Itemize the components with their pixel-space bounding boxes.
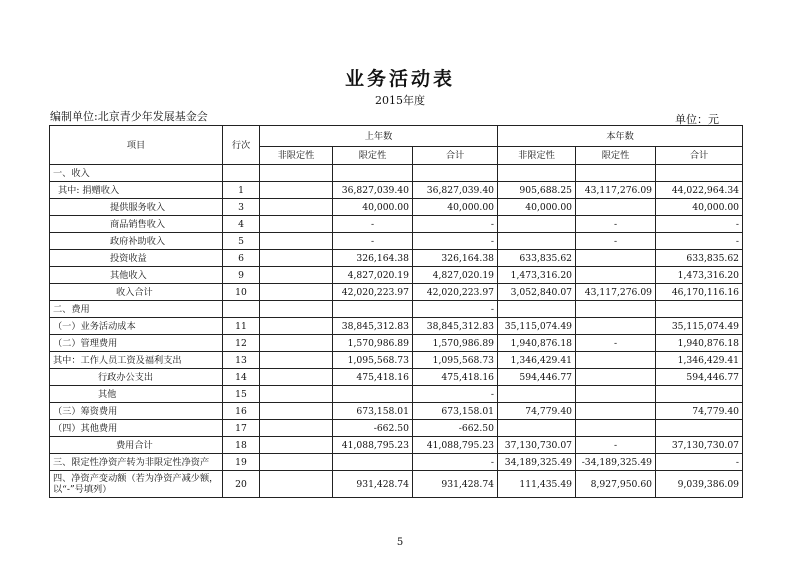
curr-unrestricted-cell xyxy=(498,216,576,233)
row-number: 13 xyxy=(223,352,260,369)
curr-unrestricted-cell: 74,779.40 xyxy=(498,403,576,420)
table-row xyxy=(50,182,743,199)
curr-unrestricted-cell: 594,446.77 xyxy=(498,369,576,386)
curr-unrestricted-cell: 34,189,325.49 xyxy=(498,454,576,471)
curr-total-cell: - xyxy=(656,233,743,250)
prev-total-cell: - xyxy=(413,233,498,250)
prev-restricted-cell: 673,158.01 xyxy=(333,403,413,420)
table-row xyxy=(50,199,743,216)
row-label: 其中：工作人员工资及福利支出 xyxy=(50,352,223,369)
prev-restricted-cell: 326,164.38 xyxy=(333,250,413,267)
curr-restricted-cell xyxy=(576,386,656,403)
curr-restricted-cell: 8,927,950.60 xyxy=(576,471,656,498)
col-header-prev-unrestricted: 非限定性 xyxy=(260,147,333,165)
table-row xyxy=(50,386,743,403)
curr-restricted-cell: - xyxy=(576,233,656,250)
curr-total-cell: - xyxy=(656,216,743,233)
curr-total-cell: 40,000.00 xyxy=(656,199,743,216)
row-number: 20 xyxy=(223,471,260,498)
prev-total-cell: 475,418.16 xyxy=(413,369,498,386)
curr-restricted-cell xyxy=(576,352,656,369)
prev-restricted-cell: 40,000.00 xyxy=(333,199,413,216)
curr-restricted-cell xyxy=(576,199,656,216)
currency-unit: 单位：元 xyxy=(675,113,719,126)
curr-restricted-cell xyxy=(576,420,656,437)
prev-restricted-cell: 931,428.74 xyxy=(333,471,413,498)
row-number: 1 xyxy=(223,182,260,199)
col-header-prev-restricted: 限定性 xyxy=(333,147,413,165)
curr-total-cell: 74,779.40 xyxy=(656,403,743,420)
table-row xyxy=(50,403,743,420)
col-header-curr-restricted: 限定性 xyxy=(576,147,656,165)
row-number: 19 xyxy=(223,454,260,471)
table-row xyxy=(50,165,743,182)
curr-unrestricted-cell: 40,000.00 xyxy=(498,199,576,216)
curr-total-cell xyxy=(656,420,743,437)
row-label: 政府补助收入 xyxy=(50,233,223,250)
col-header-item: 项目 xyxy=(50,126,223,165)
prev-restricted-cell xyxy=(333,165,413,182)
prev-total-cell xyxy=(413,165,498,182)
prev-restricted-cell: 41,088,795.23 xyxy=(333,437,413,454)
curr-unrestricted-cell: 633,835.62 xyxy=(498,250,576,267)
prev-unrestricted-cell xyxy=(260,182,333,199)
curr-restricted-cell: - xyxy=(576,437,656,454)
prev-total-cell: 1,095,568.73 xyxy=(413,352,498,369)
curr-total-cell: 37,130,730.07 xyxy=(656,437,743,454)
activity-statement-table xyxy=(49,125,743,498)
prev-unrestricted-cell xyxy=(260,216,333,233)
curr-unrestricted-cell xyxy=(498,386,576,403)
report-title: 业务活动表 xyxy=(344,68,455,90)
curr-total-cell: 1,940,876.18 xyxy=(656,335,743,352)
prev-restricted-cell: - xyxy=(333,233,413,250)
curr-unrestricted-cell: 1,940,876.18 xyxy=(498,335,576,352)
table-row xyxy=(50,437,743,454)
prev-total-cell: 326,164.38 xyxy=(413,250,498,267)
row-label: 商品销售收入 xyxy=(50,216,223,233)
page-number: 5 xyxy=(396,537,404,548)
prev-restricted-cell: 36,827,039.40 xyxy=(333,182,413,199)
header-row-1 xyxy=(50,126,743,147)
row-label: 三、限定性净资产转为非限定性净资产 xyxy=(50,454,223,471)
curr-unrestricted-cell: 1,346,429.41 xyxy=(498,352,576,369)
row-label: 其他 xyxy=(50,386,223,403)
curr-total-cell: 633,835.62 xyxy=(656,250,743,267)
curr-restricted-cell xyxy=(576,318,656,335)
prev-unrestricted-cell xyxy=(260,386,333,403)
prev-unrestricted-cell xyxy=(260,420,333,437)
prev-unrestricted-cell xyxy=(260,318,333,335)
prev-total-cell: - xyxy=(413,386,498,403)
row-number xyxy=(223,301,260,318)
row-number: 3 xyxy=(223,199,260,216)
prev-unrestricted-cell xyxy=(260,403,333,420)
curr-unrestricted-cell xyxy=(498,301,576,318)
prev-total-cell: 36,827,039.40 xyxy=(413,182,498,199)
curr-total-cell: - xyxy=(656,454,743,471)
row-number: 15 xyxy=(223,386,260,403)
row-number: 9 xyxy=(223,267,260,284)
row-number: 14 xyxy=(223,369,260,386)
table-row xyxy=(50,454,743,471)
prev-unrestricted-cell xyxy=(260,199,333,216)
row-number: 10 xyxy=(223,284,260,301)
table-row xyxy=(50,267,743,284)
prev-total-cell: 41,088,795.23 xyxy=(413,437,498,454)
curr-restricted-cell xyxy=(576,165,656,182)
prev-total-cell: - xyxy=(413,454,498,471)
curr-restricted-cell: 43,117,276.09 xyxy=(576,182,656,199)
prev-total-cell: - xyxy=(413,216,498,233)
table-row xyxy=(50,233,743,250)
row-number: 18 xyxy=(223,437,260,454)
prev-restricted-cell: 1,570,986.89 xyxy=(333,335,413,352)
reporting-entity: 编制单位:北京青少年发展基金会 xyxy=(50,110,208,123)
row-label: （二）管理费用 xyxy=(50,335,223,352)
prev-total-cell: 931,428.74 xyxy=(413,471,498,498)
report-year: 2015年度 xyxy=(375,94,425,107)
row-label: 行政办公支出 xyxy=(50,369,223,386)
prev-restricted-cell: 4,827,020.19 xyxy=(333,267,413,284)
prev-total-cell: 40,000.00 xyxy=(413,199,498,216)
prev-unrestricted-cell xyxy=(260,233,333,250)
curr-restricted-cell xyxy=(576,250,656,267)
table-row xyxy=(50,284,743,301)
table-row xyxy=(50,318,743,335)
row-number: 12 xyxy=(223,335,260,352)
prev-total-cell: -662.50 xyxy=(413,420,498,437)
prev-total-cell: 673,158.01 xyxy=(413,403,498,420)
curr-restricted-cell: - xyxy=(576,335,656,352)
curr-unrestricted-cell: 37,130,730.07 xyxy=(498,437,576,454)
curr-restricted-cell xyxy=(576,301,656,318)
curr-unrestricted-cell xyxy=(498,165,576,182)
row-number: 11 xyxy=(223,318,260,335)
prev-restricted-cell: -662.50 xyxy=(333,420,413,437)
prev-restricted-cell: 475,418.16 xyxy=(333,369,413,386)
row-label: 其他收入 xyxy=(50,267,223,284)
row-label: 收入合计 xyxy=(50,284,223,301)
col-header-row-no: 行次 xyxy=(223,126,260,165)
prev-unrestricted-cell xyxy=(260,454,333,471)
prev-unrestricted-cell xyxy=(260,369,333,386)
col-header-curr-total: 合计 xyxy=(656,147,743,165)
prev-unrestricted-cell xyxy=(260,352,333,369)
col-header-curr-year: 本年数 xyxy=(498,126,743,147)
curr-total-cell: 594,446.77 xyxy=(656,369,743,386)
table-row xyxy=(50,301,743,318)
curr-restricted-cell: -34,189,325.49 xyxy=(576,454,656,471)
row-label: （一）业务活动成本 xyxy=(50,318,223,335)
row-number: 5 xyxy=(223,233,260,250)
row-label: 四、净资产变动额（若为净资产减少额，以“-”号填列） xyxy=(50,471,223,498)
curr-unrestricted-cell xyxy=(498,233,576,250)
prev-unrestricted-cell xyxy=(260,335,333,352)
curr-total-cell: 1,473,316.20 xyxy=(656,267,743,284)
curr-unrestricted-cell xyxy=(498,420,576,437)
curr-total-cell: 46,170,116.16 xyxy=(656,284,743,301)
prev-restricted-cell xyxy=(333,454,413,471)
row-label: 提供服务收入 xyxy=(50,199,223,216)
prev-restricted-cell: 1,095,568.73 xyxy=(333,352,413,369)
row-label: 其中: 捐赠收入 xyxy=(50,182,223,199)
row-number: 16 xyxy=(223,403,260,420)
prev-total-cell: 4,827,020.19 xyxy=(413,267,498,284)
prev-restricted-cell: 38,845,312.83 xyxy=(333,318,413,335)
col-header-prev-total: 合计 xyxy=(413,147,498,165)
table-row xyxy=(50,250,743,267)
row-label: （三）筹资费用 xyxy=(50,403,223,420)
prev-unrestricted-cell xyxy=(260,165,333,182)
curr-restricted-cell: 43,117,276.09 xyxy=(576,284,656,301)
curr-unrestricted-cell: 111,435.49 xyxy=(498,471,576,498)
row-number xyxy=(223,165,260,182)
curr-total-cell: 9,039,386.09 xyxy=(656,471,743,498)
prev-total-cell: - xyxy=(413,301,498,318)
prev-restricted-cell xyxy=(333,386,413,403)
curr-restricted-cell: - xyxy=(576,216,656,233)
prev-unrestricted-cell xyxy=(260,284,333,301)
table-row xyxy=(50,471,743,498)
col-header-prev-year: 上年数 xyxy=(260,126,498,147)
prev-restricted-cell xyxy=(333,301,413,318)
table-row xyxy=(50,369,743,386)
prev-unrestricted-cell xyxy=(260,437,333,454)
row-number: 4 xyxy=(223,216,260,233)
prev-unrestricted-cell xyxy=(260,250,333,267)
row-number: 6 xyxy=(223,250,260,267)
curr-unrestricted-cell: 35,115,074.49 xyxy=(498,318,576,335)
table-row xyxy=(50,352,743,369)
curr-unrestricted-cell: 1,473,316.20 xyxy=(498,267,576,284)
curr-total-cell xyxy=(656,165,743,182)
curr-total-cell xyxy=(656,386,743,403)
curr-restricted-cell xyxy=(576,403,656,420)
prev-unrestricted-cell xyxy=(260,471,333,498)
curr-restricted-cell xyxy=(576,369,656,386)
curr-unrestricted-cell: 905,688.25 xyxy=(498,182,576,199)
table-row xyxy=(50,420,743,437)
prev-restricted-cell: - xyxy=(333,216,413,233)
curr-total-cell: 1,346,429.41 xyxy=(656,352,743,369)
row-label: 一、收入 xyxy=(50,165,223,182)
prev-restricted-cell: 42,020,223.97 xyxy=(333,284,413,301)
table-row xyxy=(50,335,743,352)
prev-unrestricted-cell xyxy=(260,301,333,318)
row-number: 17 xyxy=(223,420,260,437)
row-label: 投资收益 xyxy=(50,250,223,267)
curr-total-cell xyxy=(656,301,743,318)
row-label: 二、费用 xyxy=(50,301,223,318)
curr-total-cell: 35,115,074.49 xyxy=(656,318,743,335)
curr-unrestricted-cell: 3,052,840.07 xyxy=(498,284,576,301)
prev-unrestricted-cell xyxy=(260,267,333,284)
prev-total-cell: 1,570,986.89 xyxy=(413,335,498,352)
col-header-curr-unrestricted: 非限定性 xyxy=(498,147,576,165)
prev-total-cell: 42,020,223.97 xyxy=(413,284,498,301)
row-label: （四）其他费用 xyxy=(50,420,223,437)
prev-total-cell: 38,845,312.83 xyxy=(413,318,498,335)
curr-restricted-cell xyxy=(576,267,656,284)
table-row xyxy=(50,216,743,233)
curr-total-cell: 44,022,964.34 xyxy=(656,182,743,199)
row-label: 费用合计 xyxy=(50,437,223,454)
